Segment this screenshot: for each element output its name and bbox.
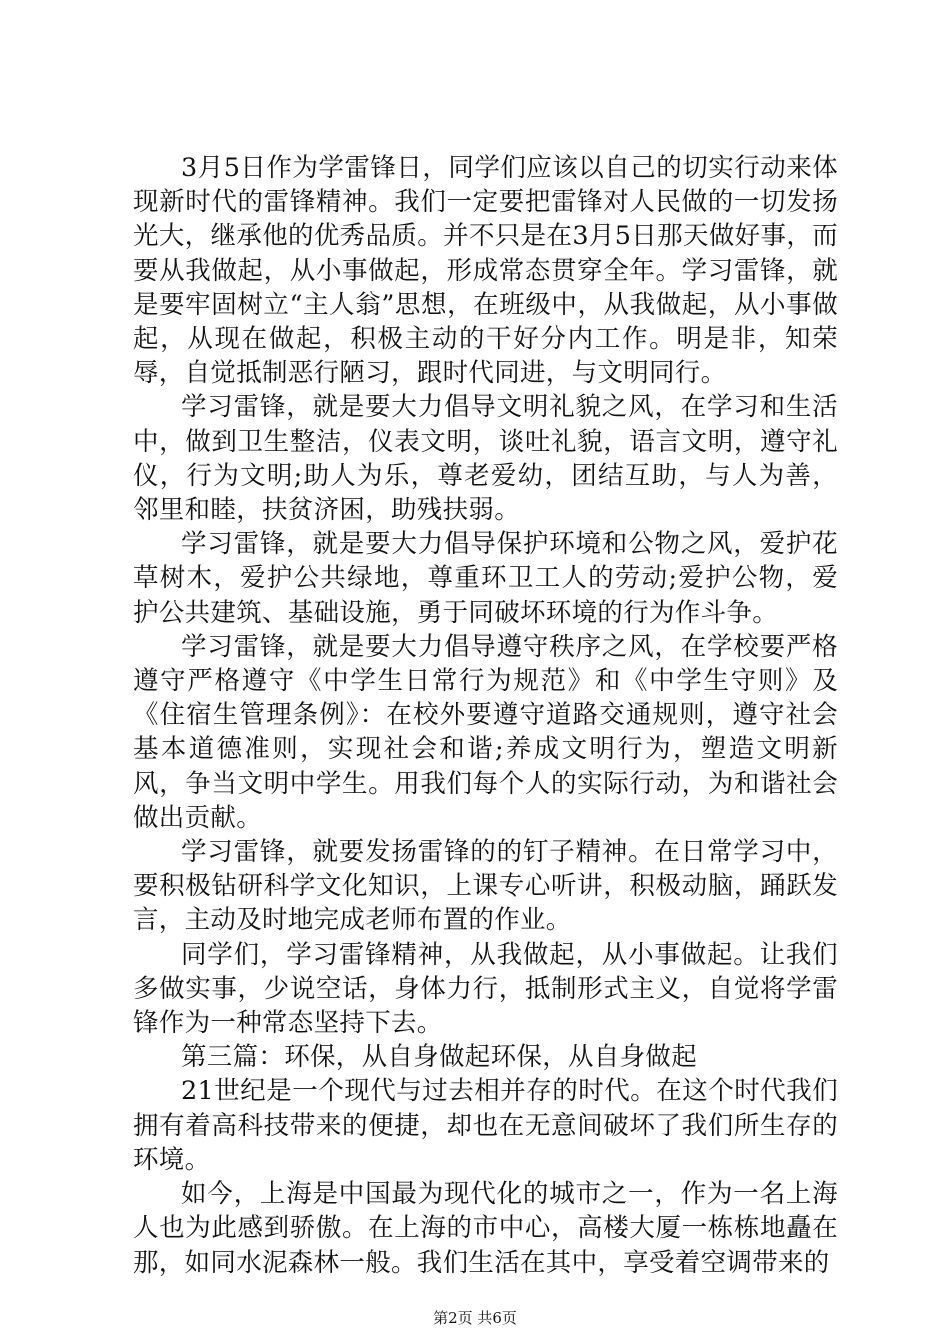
paragraph-shanghai: 如今，上海是中国最为现代化的城市之一，作为一名上海人也为此感到骄傲。在上海的市中心，高楼大厦一栋栋地矗在那，如同水泥森林一般。我们生活在其中，享受着空调带来的 bbox=[133, 1179, 838, 1278]
paragraph-nail-spirit: 学习雷锋，就要发扬雷锋的的钉子精神。在日常学习中，要积极钻研科学文化知识，上课专心听讲，积极动脑，踊跃发言，主动及时地完成老师布置的作业。 bbox=[133, 837, 838, 936]
paragraph-call-to-action: 同学们，学习雷锋精神，从我做起，从小事做起。让我们多做实事，少说空话，身体力行，抵制形式主义，自觉将学雷锋作为一种常态坚持下去。 bbox=[133, 939, 838, 1039]
paragraph-21st-century: 21世纪是一个现代与过去相并存的时代。在这个时代我们拥有着高科技带来的便捷，却也在无意间破坏了我们所生存的环境。 bbox=[133, 1076, 838, 1175]
section-heading: 第三篇：环保，从自身做起环保，从自身做起 bbox=[181, 1042, 698, 1073]
document-body bbox=[133, 151, 838, 1280]
paragraph-civility: 学习雷锋，就是要大力倡导文明礼貌之风，在学习和生活中，做到卫生整洁，仪表文明，谈吐礼貌，语言文明，遵守礼仪，行为文明;助人为乐，尊老爱幼，团结互助，与人为善，邻里和睦，扶贫济困，助残扶弱。 bbox=[133, 392, 838, 526]
page-number-footer: 第2页 共6页 bbox=[433, 1309, 517, 1327]
paragraph-environment-property: 学习雷锋，就是要大力倡导保护环境和公物之风，爱护花草树木，爱护公共绿地，尊重环卫工人的劳动;爱护公物，爱护公共建筑、基础设施，勇于同破坏环境的行为作斗争。 bbox=[133, 529, 838, 628]
paragraph-order: 学习雷锋，就是要大力倡导遵守秩序之风，在学校要严格遵守严格遵守《中学生日常行为规范》和《中学生守则》及《住宿生管理条例》：在校外要遵守道路交通规则，遵守社会基本道德准则，实现社会和谐;养成文明行为，塑造文明新风，争当文明中学生。用我们每个人的实际行动，为和谐社会做出贡献。 bbox=[133, 631, 838, 833]
paragraph-lei-feng-day: 3月5日作为学雷锋日，同学们应该以自己的切实行动来体现新时代的雷锋精神。我们一定要把雷锋对人民做的一切发扬光大，继承他的优秀品质。并不只是在3月5日那天做好事，而要从我做起，从小事做起，形成常态贯穿全年。学习雷锋，就是要牢固树立“主人翁”思想，在班级中，从我做起，从小事做起，从现在做起，积极主动的干好分内工作。明是非，知荣辱，自觉抵制恶行陋习，跟时代同进，与文明同行。 bbox=[133, 153, 838, 389]
